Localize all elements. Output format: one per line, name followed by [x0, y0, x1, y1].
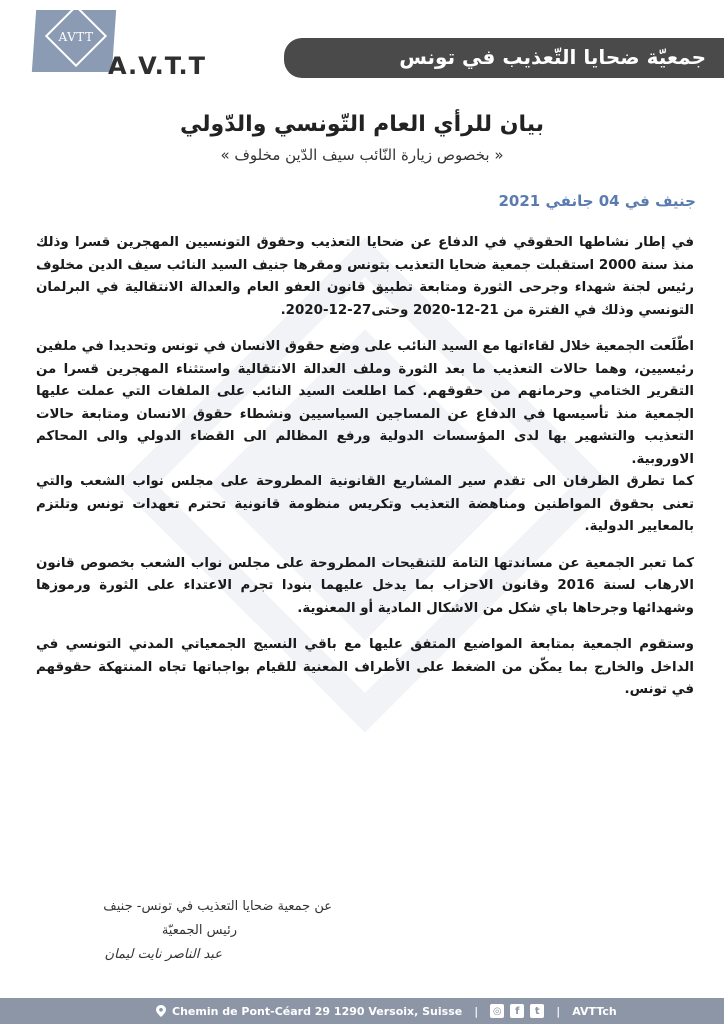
- document-date: جنيف في 04 جانفي 2021: [498, 192, 696, 210]
- footer-bar: [0, 998, 724, 1024]
- paragraph: كما تطرق الطرفان الى تقدم سير المشاريع القانونية المطروحة على مجلس نواب الشعب والتي تعنى بحقوق المواطنين ومناهضة التعذيب وتكريس منظومة قانونية تحترم تعهدات تونس وتلتزم بالمعايير الدولية.: [36, 474, 694, 534]
- footer-address: Chemin de Pont-Céard 29 1290 Versoix, Suisse: [172, 1004, 463, 1018]
- signature-role: رئيس الجمعيّة: [161, 923, 237, 938]
- document-subtitle: « بخصوص زيارة النّائب سيف الدّين مخلوف »: [220, 146, 504, 164]
- org-acronym: A.V.T.T: [108, 52, 206, 80]
- signature-org: عن جمعية ضحايا التعذيب في تونس- جنيف: [103, 899, 332, 914]
- instagram-icon[interactable]: ◎: [490, 1004, 504, 1018]
- footer-divider: |: [556, 1004, 561, 1018]
- signature-block: [32, 895, 332, 967]
- letterhead: [0, 0, 724, 92]
- paragraph: في إطار نشاطها الحقوقي في الدفاع عن ضحايا التعذيب وحقوق التونسيين المهجرين قسرا وذلك منذ سنة 2000 استقبلت جمعية ضحايا التعذيب بتونس ومقرها جنيف السيد النائب سيف الدين مخلوف رئيس لجنة شهداء وجرحى الثورة ومتابعة تطبيق قانون العفو العام والعدالة الانتقالية في البرلمان التونسي وذلك في الفترة من 21-12-2020 وحتى27-12-2020.: [36, 235, 694, 318]
- footer-divider: |: [474, 1004, 479, 1018]
- paragraph: كما تعبر الجمعية عن مساندتها التامة للتنقيحات المطروحة على مجلس نواب الشعب بخصوص قانون الارهاب لسنة 2016 وقانون الاحزاب بما يدخل عليهما بنودا تجرم الاعتداء على الثورة ورموزها وشهدائها وجرحاها باي شكل من الاشكال المادية أو المعنوية.: [36, 555, 694, 616]
- org-name-band: [284, 38, 724, 78]
- facebook-icon[interactable]: f: [510, 1004, 524, 1018]
- logo-text: AVTT: [58, 30, 94, 44]
- paragraph: وستقوم الجمعية بمتابعة المواضيع المتفق عليها مع باقي النسيج الجمعياتي المدني التونسي في الداخل والخارج بما يمكّن من الضغط على الأطراف المعنية للقيام بواجباتها تجاه المنتهكة حقوقهم في تونس.: [36, 637, 694, 697]
- document-body: [36, 232, 694, 716]
- handwritten-signature: عبد الناصر نايت ليمان: [104, 947, 222, 962]
- paragraph: اطّلَعت الجمعية خلال لقاءاتها مع السيد النائب على وضع حقوق الانسان في تونس وتحديدا في ملفين رئيسيين، وهما حالات التعذيب ما بعد الثورة وملف العدالة الانتقالية واستثناء المهجرين قسرا من التقرير الختامي وحرمانهم من حقوقهم. كما اطلعت السيد النائب على الملفات التي عملت عليها الجمعية منذ تأسيسها في الدفاع عن المساجين السياسيين ونشطاء حقوق الانسان ومتابعة حالات التعذيب والتشهير بها لدى المؤسسات الدولية ورفع المظالم الى القضاء الدولي والى المحاكم الاوروبية.: [36, 339, 694, 467]
- location-pin-icon: [156, 1005, 166, 1017]
- document-title: بيان للرأي العام التّونسي والدّولي: [179, 112, 544, 137]
- twitter-icon[interactable]: t: [530, 1004, 544, 1018]
- footer-handle[interactable]: AVTTch: [572, 1004, 617, 1018]
- org-full-name: جمعيّة ضحايا التّعذيب في تونس: [399, 45, 706, 69]
